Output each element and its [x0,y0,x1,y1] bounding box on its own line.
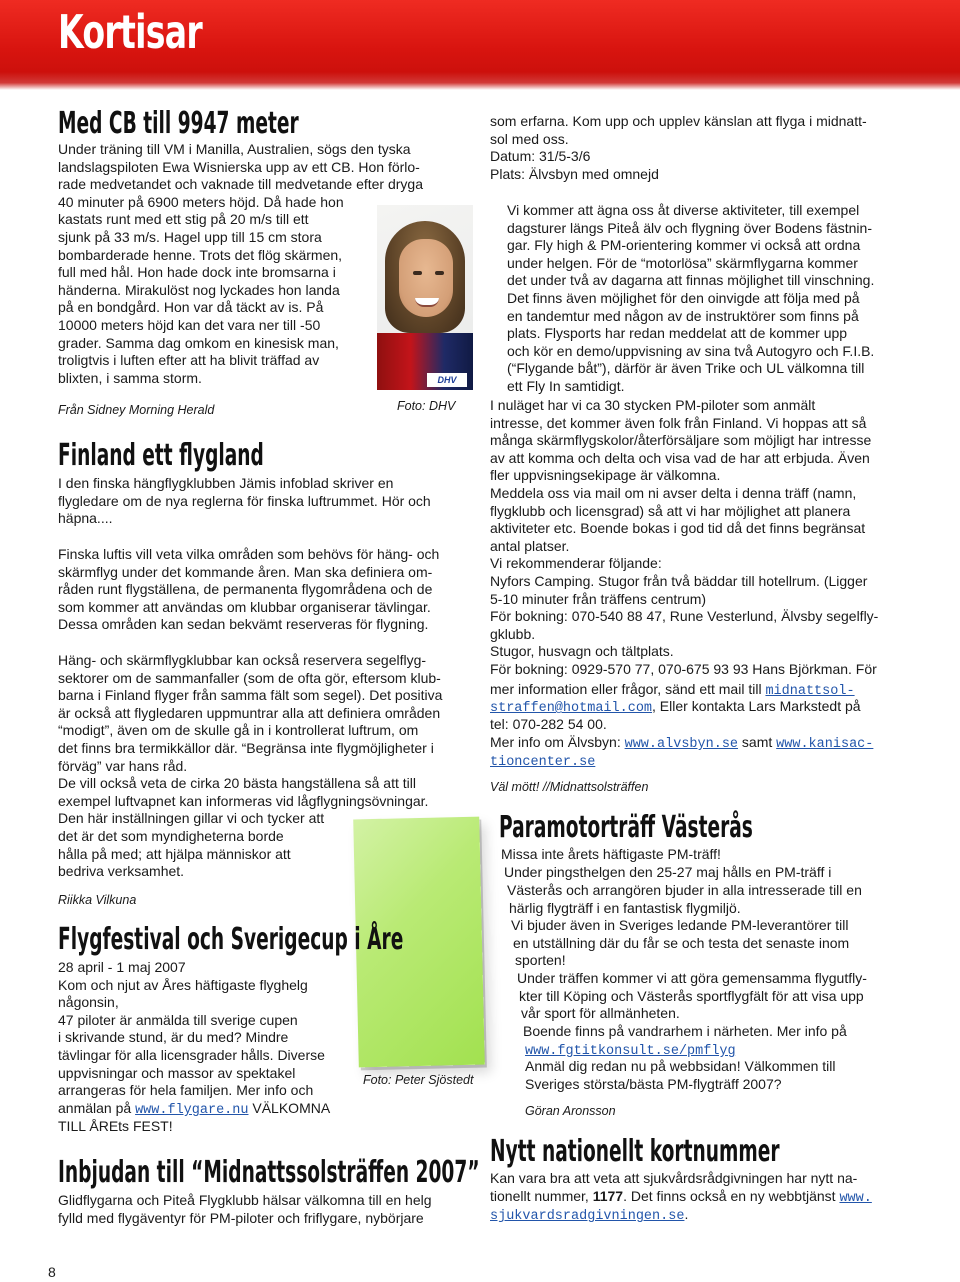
are-link-pre: anmälan på [58,1100,136,1116]
midnatt-kanis-line [490,752,595,772]
section-title: Kortisar [58,5,202,59]
sjukvard-link-part-1[interactable]: www. [839,1191,872,1206]
nummer-headline: Nytt nationellt kortnummer [490,1134,780,1169]
vasteras-author: Göran Aronsson [525,1104,616,1118]
cb-body: Under träning till VM i Manilla, Australien, sögs den tyska landslagspiloten Ewa Wisnierska upp av ett CB. Hon förlo- rade medvetandet och vaknade till medvetande efter dryga 40 minuter på 6900 meters höjd. Då hade hon kastats runt med ett stig på 20 m/s till ett sjunk på 33 m/s. Hagel upp till 15 cm stora bombarderade henne. Trots det flög skärmen, full med hål. Hon hade dock inte bromsarna i händerna. Mirakulöst nog lyckades hon landa på en bondgård. Hon var då täckt av is. På 10000 meters höjd kan det vara ner till -50 grader. Samma dag omkom en kinesisk man, troligtvis i luften efter att ha blivit träffad av blixten, i samma storm. [58,141,424,386]
email-link-part-1[interactable]: midnattsol- [765,684,855,699]
alvsbyn-link[interactable]: www.alvsbyn.se [624,737,739,752]
are-body: 28 april - 1 maj 2007 Kom och njut av Åres häftigaste flyghelg någonsin, 47 piloter är anmälda till sverige cupen i skrivande stund, är du med? Mindre tävlingar för alla licensgrader hålls. Diverse uppvisningar och massor av spektakel arrangeras för hela familjen. Mer info och [58,959,325,1099]
photo-badge: DHV [427,373,467,387]
kanis-link-part-2[interactable]: tioncenter.se [490,755,596,770]
midnatt-info-pre: mer information eller frågor, sänd ett mail till [490,681,766,697]
are-photo-caption: Foto: Peter Sjöstedt [363,1073,474,1087]
midnatt-tel: tel: 070-282 54 00. [490,716,607,732]
midnatt-activities: Vi kommer att ägna oss åt diverse aktiviteter, till exempel dagsturer längs Piteå älv och flygning över Bodens fästnin- gar. Fly high & PM-orientering kommer vi också att ordna under helgen. För de “motorlösa” skärmflygarna kommer det under två av dagarna att finnas möjlighet till vinschning. Det finns även möjlighet för den oinvigde att följa med på en tandemtur med någon av de instruktörer som finns på plats. Flysports har redan meddelat att de kommer upp och kör en demo/uppvisning av sina två Autogyro och F.I.B. (“Flygande båt”), därför är även Trike och UL välkomna till ett Fly In samtidigt. [507,202,875,394]
email-link-part-2[interactable]: straffen@hotmail.com [490,701,653,716]
midnatt-email-line [490,698,920,718]
header-fade [0,72,960,90]
pilot-photo [377,205,473,390]
finland-para-3: Häng- och skärmflygklubbar kan också reservera segelflyg- sektorer om de sammanfaller (som de ofta gör, eftersom klub- barna i Finland flyger från samma fält som segel). Det positiva är också att flygledaren uppmuntrar alla att definiera områden “modigt”, även om de skulle gå in i kontrollerat luftrum, om det finns bra termikkällor där. “Begränsa inte flygmöjligheter i förväg” var hans råd. De vill också veta de cirka 20 bästa hangställena så att till exempel luftvapnet kan informeras vid lågflygningsövningar. Den här inställningen gillar vi och tycker att det är det som myndigheterna borde hålla på med; att hjälpa människor att bedriva verksamhet. [58,652,443,880]
midnatt-intro: Glidflygarna och Piteå Flygklubb hälsar välkomna till en helg fylld med flygäventyr för PM-piloter och friflygare, nybörjare [58,1192,432,1226]
finland-para-1: I den finska hängflygklubben Jämis infoblad skriver en flygledare om de nya reglerna för finska luftrummet. Hör och häpna.... [58,475,431,527]
photo-eye-left [413,271,422,275]
nummer-pre: tionellt nummer, [490,1188,593,1204]
are-headline: Flygfestival och Sverigecup i Åre [58,922,404,957]
page-header [0,0,960,90]
are-closing: TILL ÅREts FEST! [58,1118,173,1134]
sjukvard-link-part-2[interactable]: sjukvardsradgivningen.se [490,1209,685,1224]
flygare-link[interactable]: www.flygare.nu [135,1103,249,1118]
vasteras-line-11: Boende finns på vandrarhem i närheten. Mer info på [523,1023,847,1039]
nummer-line-3 [490,1206,688,1226]
vasteras-line-10: vår sport för allmänheten. [521,1005,680,1021]
vasteras-line-7: sporten! [515,952,566,968]
are-link-post: VÄLKOMNA [248,1100,331,1116]
vasteras-line-1: Missa inte årets häftigaste PM-träff! [501,846,721,862]
vasteras-line-9: kter till Köping och Västerås sportflygfält för att visa upp [519,988,864,1004]
nummer-line-1: Kan vara bra att veta att sjukvårdsrådgivningen har nytt na- [490,1170,858,1186]
nummer-post: . Det finns också en ny webbtjänst [623,1188,840,1204]
fgtitkonsult-link[interactable]: www.fgtitkonsult.se/pmflyg [525,1044,736,1059]
vasteras-line-12: Anmäl dig redan nu på webbsidan! Välkommen till [525,1058,836,1074]
are-link-line [58,1100,378,1120]
vasteras-line-13: Sveriges största/bästa PM-flygträff 2007? [525,1076,782,1092]
vasteras-headline: Paramotorträff Västerås [499,810,753,845]
midnatt-headline: Inbjudan till “Midnattssolsträffen 2007” [58,1155,480,1190]
nummer-end: . [684,1206,689,1222]
nummer-line-2 [490,1188,920,1208]
finland-para-2: Finska luftis vill veta vilka områden som behövs för häng- och skärmflyg under det kommande åren. Man ska definiera om- råden runt flygställena, de permanenta flygområdena och de som kommer att användas om klubbar organiserar tävlingar. Dessa områden kan sedan bekvämt reserveras för flygning. [58,546,440,633]
vasteras-line-4: härlig flygträff i en fantastisk flygmiljö. [509,900,741,916]
kanis-link-part-1[interactable]: www.kanisac- [776,737,874,752]
vasteras-line-8: Under träffen kommer vi att göra gemensamma flygutfly- [517,970,867,986]
midnatt-pilots: I nuläget har vi ca 30 stycken PM-piloter som anmält intresse, det kommer även folk från Finland. Vi hoppas att så många skärmflygskolor/återförsäljare som möjligt har intresse av att komma och delta och visa vad de har att erbjuda. Även fler uppvisningsekipage är välkomna. Meddela oss via mail om ni avser delta i denna träff (namn, flygklubb och licensgrad) så att vi har möjlighet att planera aktiviteter etc. Boende bokas i god tid då det finns begränsat antal platser. Vi rekommenderar följande: Nyfors Camping. Stugor från två bäddar till hotellrum. (Ligger 5-10 minuter från träffens centrum) För bokning: 070-540 88 47, Rune Vesterlund, Älvsby segelfly- gklubb. Stugor, husvagn och tältplats. För bokning: 0929-570 77, 070-675 93 93 Hans Björkman. För [490,397,879,677]
cb-source: Från Sidney Morning Herald [58,403,215,417]
page-number: 8 [48,1264,56,1280]
alvsbyn-mid: samt [738,734,777,750]
photo-eye-right [435,271,444,275]
vasteras-line-5: Vi bjuder även in Sveriges ledande PM-leverantörer till [511,917,849,933]
vasteras-line-2: Under pingsthelgen den 25-27 maj hålls en PM-träff i [504,864,832,880]
cb-photo-caption: Foto: DHV [397,399,456,413]
alvsbyn-pre: Mer info om Älvsbyn: [490,734,625,750]
vasteras-line-6: en utställning där du får se och testa det senaste inom [513,935,850,951]
finland-author: Riikka Vilkuna [58,893,137,907]
cb-headline: Med CB till 9947 meter [58,106,299,141]
vasteras-line-3: Västerås och arrangören bjuder in alla intresserade till en [507,882,862,898]
midnatt-continued: som erfarna. Kom upp och upplev känslan att flyga i midnatt- sol med oss. Datum: 31/5-3/6 Plats: Älvsbyn med omnejd [490,113,867,182]
midnatt-signoff: Väl mött! //Midnattsolsträffen [490,780,649,794]
midnatt-alvsbyn-line [490,734,920,754]
nummer-number: 1177 [592,1188,624,1204]
finland-headline: Finland ett flygland [58,438,264,473]
midnatt-info-post: , Eller kontakta Lars Markstedt på [652,698,861,714]
